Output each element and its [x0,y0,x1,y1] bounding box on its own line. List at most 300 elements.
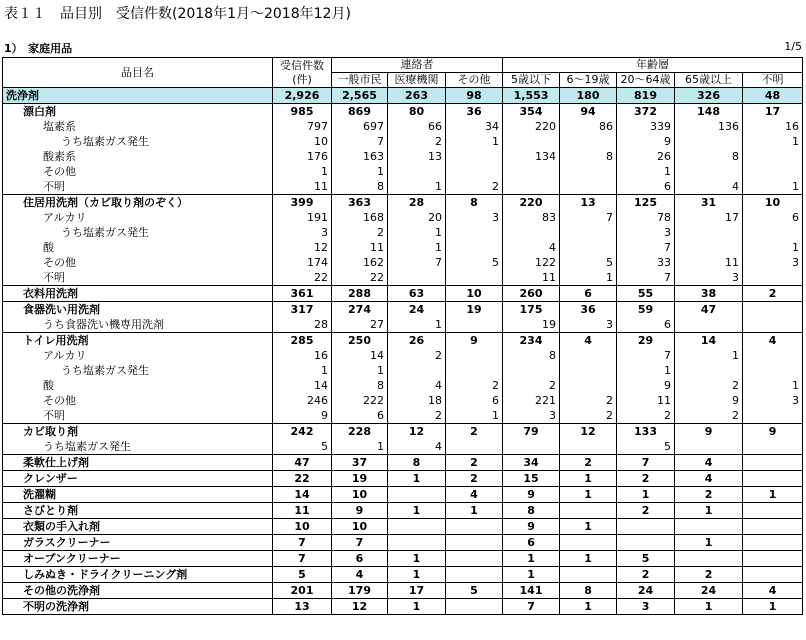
row-value-cell [675,240,743,255]
row-value-cell [675,439,743,455]
row-value-cell: 7 [617,455,675,471]
row-value-cell: 3 [743,255,803,270]
row-value-cell: 228 [332,424,388,440]
table-row [3,119,803,134]
row-value-cell: 174 [273,255,332,270]
row-value-cell: 2,926 [273,88,332,104]
table-row [3,179,803,195]
row-value-cell [743,567,803,583]
row-item-name: 不明 [3,408,273,424]
row-value-cell: 869 [332,104,388,120]
row-value-cell: 55 [617,286,675,302]
header-col: 6～19歳 [560,73,617,88]
row-value-cell [743,363,803,378]
row-value-cell: 63 [388,286,446,302]
row-value-cell: 7 [503,599,560,615]
table-row [3,286,803,302]
row-value-cell: 7 [332,535,388,551]
row-value-cell: 6 [617,317,675,333]
row-value-cell: 6 [560,286,617,302]
row-value-cell: 11 [332,240,388,255]
row-value-cell: 1 [743,378,803,393]
row-value-cell [388,164,446,179]
row-value-cell: 2 [560,455,617,471]
row-value-cell [743,149,803,164]
row-value-cell: 4 [743,333,803,349]
table-row [3,164,803,179]
row-item-name: 衣料用洗剤 [3,286,273,302]
row-value-cell: 175 [503,302,560,318]
row-value-cell: 1 [743,240,803,255]
row-value-cell: 2 [446,378,503,393]
row-item-name: うち塩素ガス発生 [3,134,273,149]
table-row [3,210,803,225]
header-col: 20～64歳 [617,73,675,88]
row-value-cell [446,551,503,567]
row-value-cell: 4 [675,179,743,195]
row-value-cell [743,551,803,567]
row-value-cell [503,134,560,149]
table-row [3,333,803,349]
row-value-cell: 8 [332,378,388,393]
row-value-cell: 38 [675,286,743,302]
row-value-cell [503,164,560,179]
row-value-cell: 34 [446,119,503,134]
row-value-cell: 288 [332,286,388,302]
row-value-cell: 11 [617,393,675,408]
row-value-cell: 141 [503,583,560,599]
row-value-cell [560,567,617,583]
row-value-cell: 7 [332,134,388,149]
row-value-cell [743,164,803,179]
row-item-name: 衣類の手入れ剤 [3,519,273,535]
row-value-cell: 98 [446,88,503,104]
row-value-cell: 1 [560,270,617,286]
row-value-cell: 10 [332,487,388,503]
row-value-cell: 8 [388,455,446,471]
row-value-cell: 201 [273,583,332,599]
row-value-cell: 3 [617,599,675,615]
table-row [3,583,803,599]
row-value-cell: 10 [743,195,803,211]
header-col: 5歳以下 [503,73,560,88]
row-value-cell: 14 [332,348,388,363]
row-value-cell: 6 [503,535,560,551]
row-value-cell: 14 [273,378,332,393]
row-value-cell: 9 [503,487,560,503]
row-value-cell: 250 [332,333,388,349]
row-value-cell: 4 [332,567,388,583]
header-age: 年齢層 [503,58,803,73]
table-row [3,393,803,408]
row-item-name: しみぬき・ドライクリーニング剤 [3,567,273,583]
table-row [3,104,803,120]
row-value-cell: 8 [503,503,560,519]
header-col: 医療機関 [388,73,446,88]
row-item-name: うち塩素ガス発生 [3,439,273,455]
row-value-cell: 5 [446,583,503,599]
row-value-cell [560,439,617,455]
table-row [3,88,803,104]
row-value-cell: 18 [388,393,446,408]
row-value-cell: 34 [503,455,560,471]
row-value-cell [560,240,617,255]
row-value-cell [446,164,503,179]
row-value-cell [617,519,675,535]
row-value-cell: 168 [332,210,388,225]
row-value-cell: 26 [617,149,675,164]
row-value-cell: 10 [273,519,332,535]
row-value-cell: 12 [332,599,388,615]
row-value-cell: 94 [560,104,617,120]
row-value-cell [743,439,803,455]
row-value-cell: 372 [617,104,675,120]
table-row [3,424,803,440]
row-value-cell: 2 [743,286,803,302]
row-value-cell: 8 [560,149,617,164]
row-value-cell [675,317,743,333]
row-value-cell: 8 [446,195,503,211]
row-value-cell: 8 [560,583,617,599]
table-row [3,270,803,286]
row-value-cell: 15 [503,471,560,487]
row-value-cell: 22 [332,270,388,286]
row-value-cell: 1 [560,551,617,567]
row-value-cell: 1 [560,519,617,535]
row-value-cell: 12 [388,424,446,440]
table-row [3,535,803,551]
row-value-cell: 2 [675,408,743,424]
row-value-cell: 1 [446,503,503,519]
row-value-cell: 3 [617,225,675,240]
row-value-cell [743,317,803,333]
row-value-cell: 24 [388,302,446,318]
row-item-name: 不明 [3,270,273,286]
row-value-cell [675,164,743,179]
row-value-cell: 20 [388,210,446,225]
table-row [3,317,803,333]
row-value-cell: 28 [273,317,332,333]
table-row [3,225,803,240]
row-item-name: クレンザー [3,471,273,487]
row-value-cell: 31 [675,195,743,211]
table-row [3,455,803,471]
row-value-cell: 222 [332,393,388,408]
row-item-name: ガラスクリーナー [3,535,273,551]
row-value-cell [743,225,803,240]
row-value-cell [446,519,503,535]
row-value-cell [560,535,617,551]
row-value-cell: 11 [273,179,332,195]
row-value-cell: 1 [743,599,803,615]
row-value-cell: 24 [617,583,675,599]
row-value-cell [743,503,803,519]
row-value-cell [446,363,503,378]
row-value-cell: 14 [273,487,332,503]
row-value-cell: 1 [743,179,803,195]
row-value-cell [743,535,803,551]
row-value-cell: 326 [675,88,743,104]
row-item-name: 漂白剤 [3,104,273,120]
row-value-cell: 1 [388,179,446,195]
row-item-name: 酸 [3,378,273,393]
row-value-cell: 3 [273,225,332,240]
row-value-cell: 10 [332,519,388,535]
row-value-cell: 2 [560,408,617,424]
row-value-cell: 9 [743,424,803,440]
row-item-name: 住居用洗剤（カビ取り剤のぞく） [3,195,273,211]
row-value-cell [446,225,503,240]
row-value-cell: 2 [675,378,743,393]
row-item-name: その他 [3,164,273,179]
row-value-cell: 242 [273,424,332,440]
row-value-cell [675,363,743,378]
row-item-name: 酸 [3,240,273,255]
row-value-cell: 16 [743,119,803,134]
row-value-cell: 1 [446,134,503,149]
row-item-name: うち食器洗い機専用洗剤 [3,317,273,333]
row-value-cell: 180 [560,88,617,104]
row-value-cell: 4 [388,439,446,455]
row-value-cell [503,179,560,195]
header-contact: 連絡者 [332,58,503,73]
row-value-cell: 399 [273,195,332,211]
row-value-cell: 7 [273,551,332,567]
table-row [3,408,803,424]
row-value-cell: 3 [675,270,743,286]
row-value-cell: 16 [273,348,332,363]
row-value-cell [743,302,803,318]
row-value-cell: 797 [273,119,332,134]
row-value-cell: 27 [332,317,388,333]
row-value-cell: 33 [617,255,675,270]
row-value-cell: 176 [273,149,332,164]
row-value-cell [446,317,503,333]
row-item-name: 柔軟仕上げ剤 [3,455,273,471]
row-value-cell: 5 [273,567,332,583]
row-value-cell: 13 [273,599,332,615]
row-value-cell [446,149,503,164]
table-row [3,149,803,164]
row-item-name: その他 [3,393,273,408]
row-item-name: アルカリ [3,210,273,225]
row-value-cell: 1 [560,599,617,615]
row-item-name: 洗浄剤 [3,88,273,104]
row-value-cell: 79 [503,424,560,440]
row-value-cell [446,348,503,363]
row-value-cell: 1 [743,134,803,149]
row-value-cell: 317 [273,302,332,318]
row-value-cell: 19 [332,471,388,487]
row-value-cell: 1,553 [503,88,560,104]
table-row [3,567,803,583]
row-value-cell: 4 [743,583,803,599]
row-value-cell: 2 [388,348,446,363]
row-value-cell: 2 [617,471,675,487]
table-row [3,302,803,318]
row-value-cell: 1 [560,471,617,487]
row-value-cell: 22 [273,270,332,286]
row-value-cell: 48 [743,88,803,104]
row-value-cell: 234 [503,333,560,349]
row-value-cell [388,487,446,503]
row-item-name: 不明 [3,179,273,195]
row-value-cell: 354 [503,104,560,120]
row-value-cell: 1 [388,567,446,583]
row-value-cell: 36 [560,302,617,318]
row-value-cell: 1 [388,599,446,615]
row-value-cell: 1 [388,471,446,487]
row-value-cell: 86 [560,119,617,134]
row-value-cell: 2 [446,471,503,487]
table-row [3,240,803,255]
row-item-name: 不明の洗浄剤 [3,599,273,615]
row-value-cell: 1 [617,363,675,378]
table-row [3,471,803,487]
row-value-cell: 1 [675,348,743,363]
row-item-name: 塩素系 [3,119,273,134]
row-value-cell: 1 [388,240,446,255]
row-value-cell: 22 [273,471,332,487]
table-row [3,195,803,211]
row-value-cell: 4 [675,471,743,487]
row-item-name: うち塩素ガス発生 [3,363,273,378]
row-value-cell: 4 [675,455,743,471]
row-value-cell [388,363,446,378]
row-value-cell: 36 [446,104,503,120]
row-value-cell: 9 [446,333,503,349]
row-value-cell: 7 [388,255,446,270]
row-item-name: その他の洗浄剤 [3,583,273,599]
row-value-cell: 163 [332,149,388,164]
row-value-cell: 697 [332,119,388,134]
header-col: その他 [446,73,503,88]
table-row [3,599,803,615]
row-value-cell: 7 [617,270,675,286]
row-value-cell [388,270,446,286]
row-value-cell: 9 [273,408,332,424]
row-value-cell: 2 [446,179,503,195]
row-value-cell [388,519,446,535]
row-value-cell: 17 [675,210,743,225]
row-value-cell: 1 [332,363,388,378]
row-value-cell: 246 [273,393,332,408]
row-value-cell [446,240,503,255]
row-value-cell: 19 [446,302,503,318]
row-value-cell [675,225,743,240]
row-value-cell: 2 [332,225,388,240]
row-value-cell: 7 [617,240,675,255]
row-value-cell: 1 [446,408,503,424]
row-value-cell: 17 [388,583,446,599]
row-value-cell: 11 [675,255,743,270]
row-value-cell [743,519,803,535]
row-value-cell: 133 [617,424,675,440]
row-value-cell: 66 [388,119,446,134]
table-row [3,551,803,567]
row-value-cell: 122 [503,255,560,270]
row-value-cell: 2,565 [332,88,388,104]
row-value-cell: 83 [503,210,560,225]
row-value-cell: 7 [617,348,675,363]
row-value-cell: 1 [388,503,446,519]
row-value-cell [743,408,803,424]
row-value-cell: 3 [446,210,503,225]
row-value-cell: 1 [675,599,743,615]
row-value-cell [743,348,803,363]
row-value-cell: 1 [503,551,560,567]
row-value-cell: 191 [273,210,332,225]
row-value-cell: 13 [388,149,446,164]
header-col: 不明 [743,73,803,88]
row-value-cell: 1 [743,487,803,503]
row-value-cell: 5 [273,439,332,455]
table-row [3,255,803,270]
row-value-cell: 6 [332,551,388,567]
row-value-cell: 220 [503,119,560,134]
row-value-cell: 363 [332,195,388,211]
row-value-cell [503,439,560,455]
row-value-cell: 80 [388,104,446,120]
row-value-cell: 1 [675,535,743,551]
row-value-cell [560,378,617,393]
row-value-cell: 5 [617,551,675,567]
row-value-cell: 59 [617,302,675,318]
row-value-cell [675,519,743,535]
row-value-cell: 11 [503,270,560,286]
row-value-cell [560,164,617,179]
row-value-cell: 1 [560,487,617,503]
row-value-cell [560,134,617,149]
row-value-cell: 1 [388,317,446,333]
row-value-cell: 9 [675,424,743,440]
row-item-name: 食器洗い用洗剤 [3,302,273,318]
row-value-cell: 6 [617,179,675,195]
row-value-cell: 17 [743,104,803,120]
row-value-cell: 148 [675,104,743,120]
row-value-cell: 260 [503,286,560,302]
row-value-cell: 136 [675,119,743,134]
row-value-cell: 6 [743,210,803,225]
row-value-cell: 78 [617,210,675,225]
row-value-cell [446,567,503,583]
row-value-cell: 10 [273,134,332,149]
row-value-cell: 134 [503,149,560,164]
row-value-cell: 3 [560,317,617,333]
row-value-cell: 263 [388,88,446,104]
table-body [3,88,803,615]
row-value-cell: 1 [388,551,446,567]
row-value-cell: 220 [503,195,560,211]
row-value-cell: 2 [675,567,743,583]
row-value-cell: 29 [617,333,675,349]
table-row [3,134,803,149]
row-value-cell: 125 [617,195,675,211]
row-item-name: 酸素系 [3,149,273,164]
row-value-cell [743,471,803,487]
row-value-cell: 14 [675,333,743,349]
row-value-cell [446,439,503,455]
row-value-cell: 7 [560,210,617,225]
table-row [3,487,803,503]
row-value-cell: 1 [273,164,332,179]
row-item-name: トイレ用洗剤 [3,333,273,349]
row-value-cell: 221 [503,393,560,408]
row-value-cell: 819 [617,88,675,104]
row-value-cell [743,270,803,286]
section-heading: 1） 家庭用品 [4,42,73,55]
row-value-cell: 2 [388,408,446,424]
